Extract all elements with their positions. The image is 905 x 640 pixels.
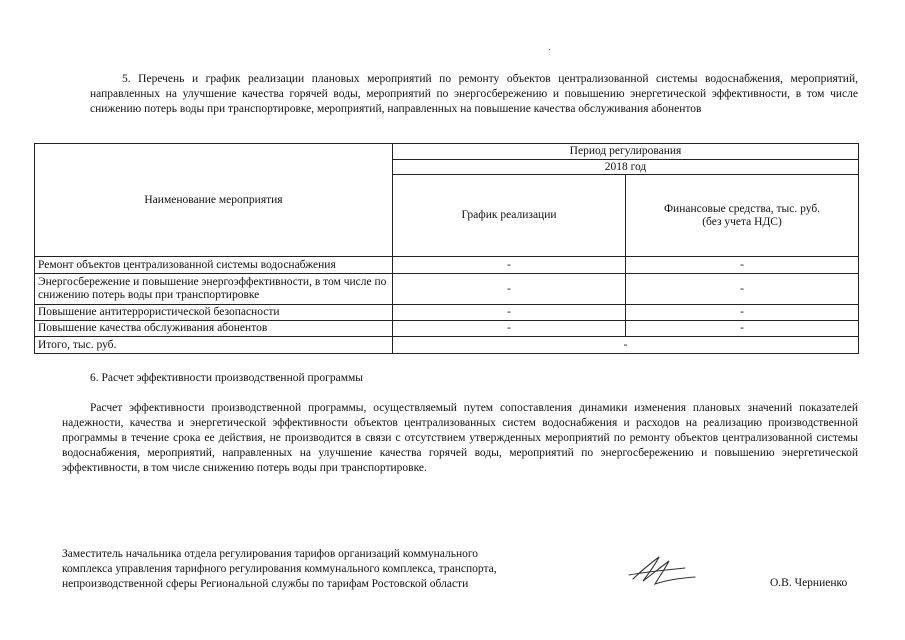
header-year: 2018 год	[393, 160, 859, 175]
signer-position-line: Заместитель начальника отдела регулирования тарифов организаций коммунального	[62, 548, 479, 560]
scan-speck	[549, 49, 550, 50]
header-finance-line2: (без учета НДС)	[702, 215, 782, 228]
table-row	[35, 257, 859, 274]
header-name: Наименование мероприятия	[35, 144, 393, 257]
row-name: Ремонт объектов централизованной системы водоснабжения	[35, 257, 393, 274]
signer-position	[62, 547, 582, 591]
row-finance: -	[626, 274, 859, 305]
row-finance: -	[626, 321, 859, 337]
row-schedule: -	[393, 321, 626, 337]
handwritten-signature	[625, 553, 715, 593]
row-schedule: -	[393, 257, 626, 274]
signer-position-line: комплекса управления тарифного регулирования коммунального комплекса, транспорта,	[62, 562, 497, 575]
total-label: Итого, тыс. руб.	[35, 337, 393, 354]
header-finance-line1: Финансовые средства, тыс. руб.	[663, 202, 821, 215]
row-name: Повышение качества обслуживания абонентов	[35, 321, 393, 337]
section-6-text: Расчет эффективности производственной программы, осуществляемый путем сопоставления динамики изменения плановых значений показателей надежности, качества и энергетической эффективности объектов централизованных систем водоснабжения и расходов на реализацию производственной программы в течение срока ее действия, не производится в связи с отсутствием утвержденных мероприятий по ремонту объектов централизованной системы водоснабжения, мероприятий, направленных на улучшение качества горячей воды, мероприятий по энергосбережению и повышению энергетической эффективности, в том числе снижению потерь воды при транспортировке.	[62, 402, 858, 474]
header-period: Период регулирования	[393, 144, 859, 160]
row-finance: -	[626, 305, 859, 321]
row-schedule: -	[393, 274, 626, 305]
header-schedule: График реализации	[393, 175, 626, 257]
table-row	[35, 321, 859, 337]
table-row	[35, 305, 859, 321]
total-row	[35, 337, 859, 354]
signer-position-line: непроизводственной сферы Региональной службы по тарифам Ростовской области	[62, 577, 469, 590]
header-finance	[626, 175, 859, 257]
signer-name: О.В. Черниенко	[770, 577, 848, 589]
plan-table	[34, 143, 859, 354]
row-name: Повышение антитеррористической безопасности	[35, 305, 393, 321]
total-value: -	[393, 337, 859, 354]
row-finance: -	[626, 257, 859, 274]
table-row	[35, 274, 859, 305]
row-schedule: -	[393, 305, 626, 321]
section-6-heading: 6. Расчет эффективности производственной программы	[90, 372, 364, 384]
section-5-text: 5. Перечень и график реализации плановых мероприятий по ремонту объектов централизованной системы водоснабжения, мероприятий, направленных на улучшение качества горячей воды, мероприятий по энергосбережению и повышению энергетической эффективности, в том числе снижению потерь воды при транспортировке, мероприятий, направленных на повышение качества обслуживания абонентов	[90, 73, 858, 115]
row-name: Энергосбережение и повышение энергоэффективности, в том числе по снижению потерь воды при транспортировке	[35, 274, 393, 305]
